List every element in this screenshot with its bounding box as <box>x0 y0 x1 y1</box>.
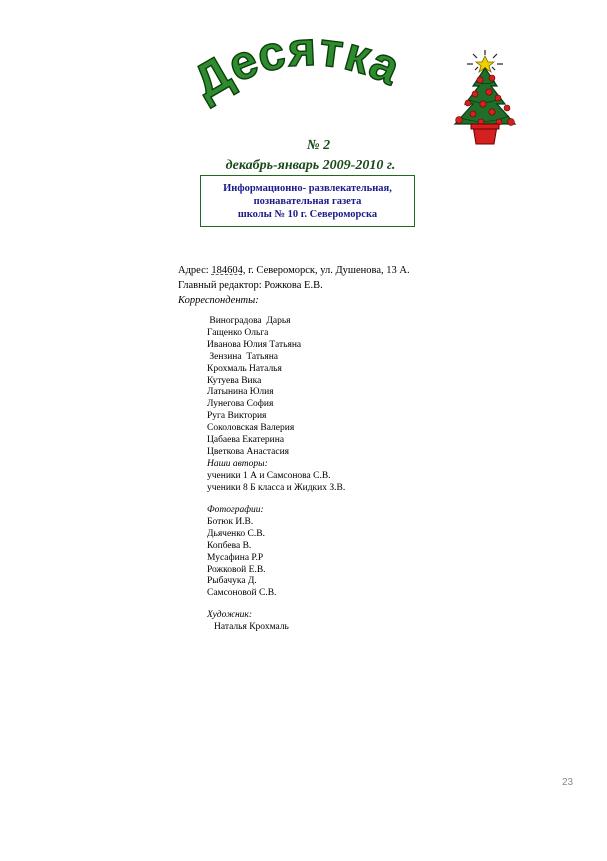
svg-text:Десятка <box>196 30 406 110</box>
issue-number: № 2 <box>306 138 331 153</box>
list-item: Ботюк И.В. <box>207 516 254 527</box>
list-item: Крохмаль Наталья <box>207 363 282 374</box>
authors-label: Наши авторы: <box>207 458 268 469</box>
subtitle-line: познавательная газета <box>253 196 362 207</box>
correspondents-label: Корреспонденты: <box>178 295 259 306</box>
newspaper-title-text: есятка <box>220 30 406 97</box>
editor-line <box>178 278 410 293</box>
subtitle-line: школы № 10 г. Североморска <box>237 209 378 220</box>
imprint-info <box>178 263 410 308</box>
list-item: Виноградова Дарья <box>207 316 291 326</box>
newspaper-subtitle-box <box>200 175 415 227</box>
artist-label: Художник: <box>207 610 253 620</box>
subtitle-line: Информационно- развлекательная, <box>223 183 392 194</box>
list-item: Копбева В. <box>207 540 252 551</box>
list-item: Зензина Татьяна <box>207 351 279 362</box>
list-item: Кутуева Вика <box>207 375 262 386</box>
list-item: Рыбачука Д. <box>207 576 257 587</box>
correspondents-list <box>207 316 345 495</box>
list-item: Цветкова Анастасия <box>207 446 290 457</box>
list-item: Гащенко Ольга <box>207 327 269 338</box>
address-value: , г. Североморск, ул. Душенова, 13 А. <box>242 265 410 276</box>
list-item: ученики 1 А и Самсонова С.В. <box>207 470 331 481</box>
list-item: Руга Виктория <box>207 411 267 422</box>
address-label: Адрес: <box>178 265 209 276</box>
editor-label: Главный редактор: <box>178 280 262 291</box>
artist-name: Наталья Крохмаль <box>214 622 289 632</box>
list-item: Соколовская Валерия <box>207 423 295 434</box>
address-line <box>178 263 410 278</box>
list-item: Дьяченко С.В. <box>207 528 265 539</box>
list-item: Латынина Юлия <box>207 387 274 398</box>
list-item: Мусафина Р.Р <box>207 552 264 563</box>
address-index: 184604 <box>211 265 243 276</box>
artist-credit <box>207 609 289 633</box>
list-item: Цабаева Екатерина <box>207 435 285 446</box>
newspaper-title <box>196 30 406 120</box>
photographers-list <box>207 505 276 600</box>
list-item: Рожковой Е.В. <box>207 564 266 575</box>
list-item: Самсоновой С.В. <box>207 588 277 599</box>
list-item: Иванова Юлия Татьяна <box>207 339 302 350</box>
list-item: Лунегова София <box>207 399 274 410</box>
page-number: 23 <box>562 777 574 788</box>
editor-name: Рожкова Е.В. <box>264 280 323 291</box>
issue-date: декабрь-январь 2009-2010 г. <box>225 158 396 173</box>
christmas-tree-icon <box>437 48 533 152</box>
photos-label: Фотографии: <box>207 505 264 515</box>
list-item: ученики 8 Б класса и Жидких З.В. <box>207 482 346 493</box>
